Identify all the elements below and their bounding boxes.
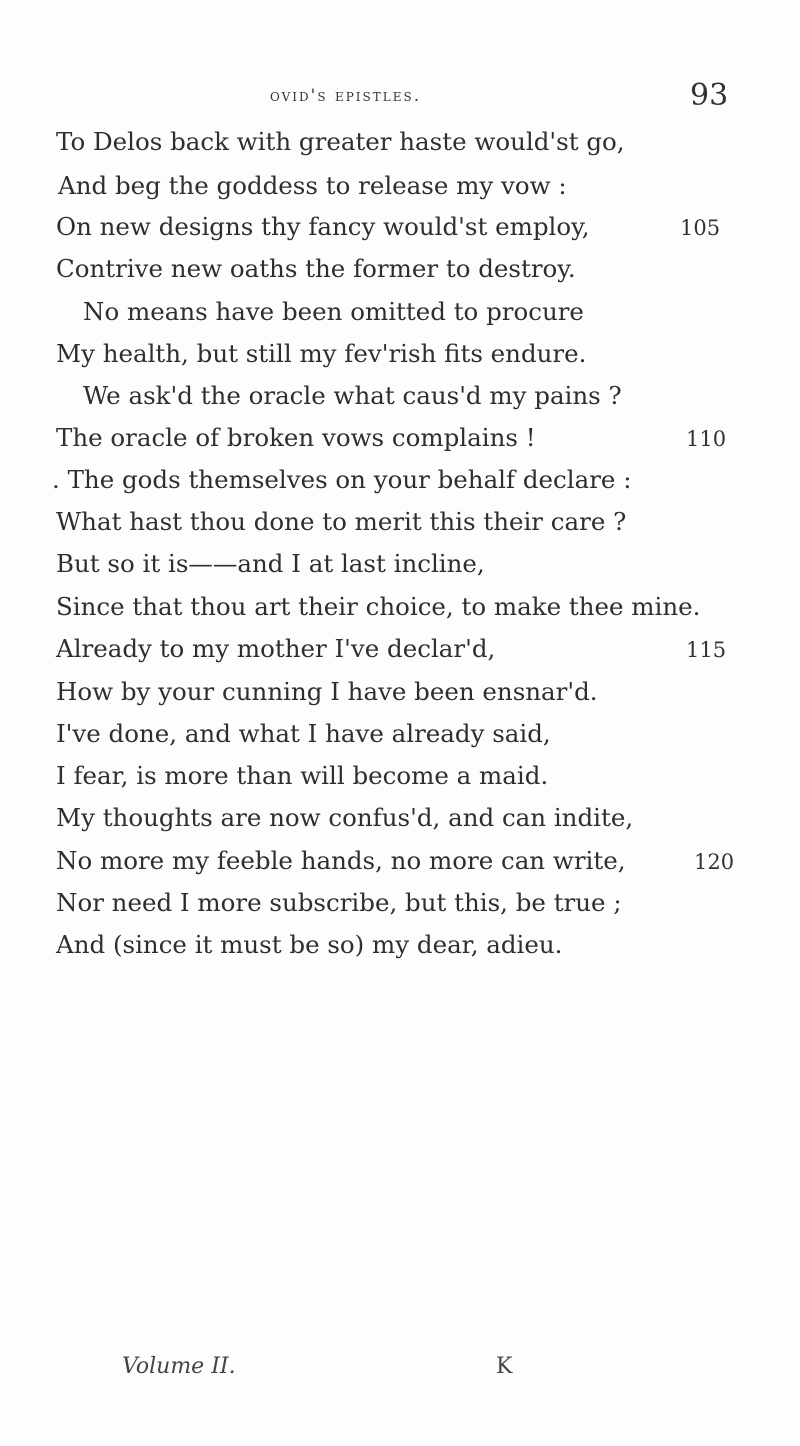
signature-mark: K (496, 1354, 513, 1379)
volume-mark: Volume II. (122, 1354, 236, 1379)
verse-line: To Delos back with greater haste would'st go, (56, 127, 625, 156)
verse-line: How by your cunning I have been ensnar'd. (56, 677, 598, 706)
verse-line: Already to my mother I've declar'd, (56, 634, 496, 663)
line-number: 120 (694, 850, 735, 874)
verse-line: The oracle of broken vows complains ! (56, 423, 536, 452)
verse-line: No more my feeble hands, no more can write, (56, 846, 626, 875)
line-number: 115 (686, 638, 727, 662)
page-number: 93 (690, 78, 729, 113)
verse-line: My health, but still my fev'rish fits endure. (56, 339, 587, 368)
verse-line: . The gods themselves on your behalf declare : (52, 465, 632, 494)
verse-line: But so it is——and I at last incline, (56, 549, 485, 578)
verse-line: I fear, is more than will become a maid. (56, 761, 549, 790)
verse-line: We ask'd the oracle what caus'd my pains ? (83, 381, 622, 410)
verse-line: On new designs thy fancy would'st employ, (56, 212, 590, 241)
verse-line: And beg the goddess to release my vow : (58, 171, 567, 200)
verse-line: No means have been omitted to procure (83, 297, 584, 326)
verse-line: What hast thou done to merit this their care ? (56, 507, 627, 536)
verse-line: Contrive new oaths the former to destroy. (56, 254, 576, 283)
line-number: 105 (680, 216, 721, 240)
running-title: ovid's epistles. (270, 86, 422, 106)
verse-line: Since that thou art their choice, to make thee mine. (56, 592, 701, 621)
verse-line: And (since it must be so) my dear, adieu. (56, 930, 563, 959)
line-number: 110 (686, 427, 727, 451)
verse-line: My thoughts are now confus'd, and can indite, (56, 803, 634, 832)
verse-line: Nor need I more subscribe, but this, be true ; (56, 888, 622, 917)
verse-line: I've done, and what I have already said, (56, 719, 551, 748)
